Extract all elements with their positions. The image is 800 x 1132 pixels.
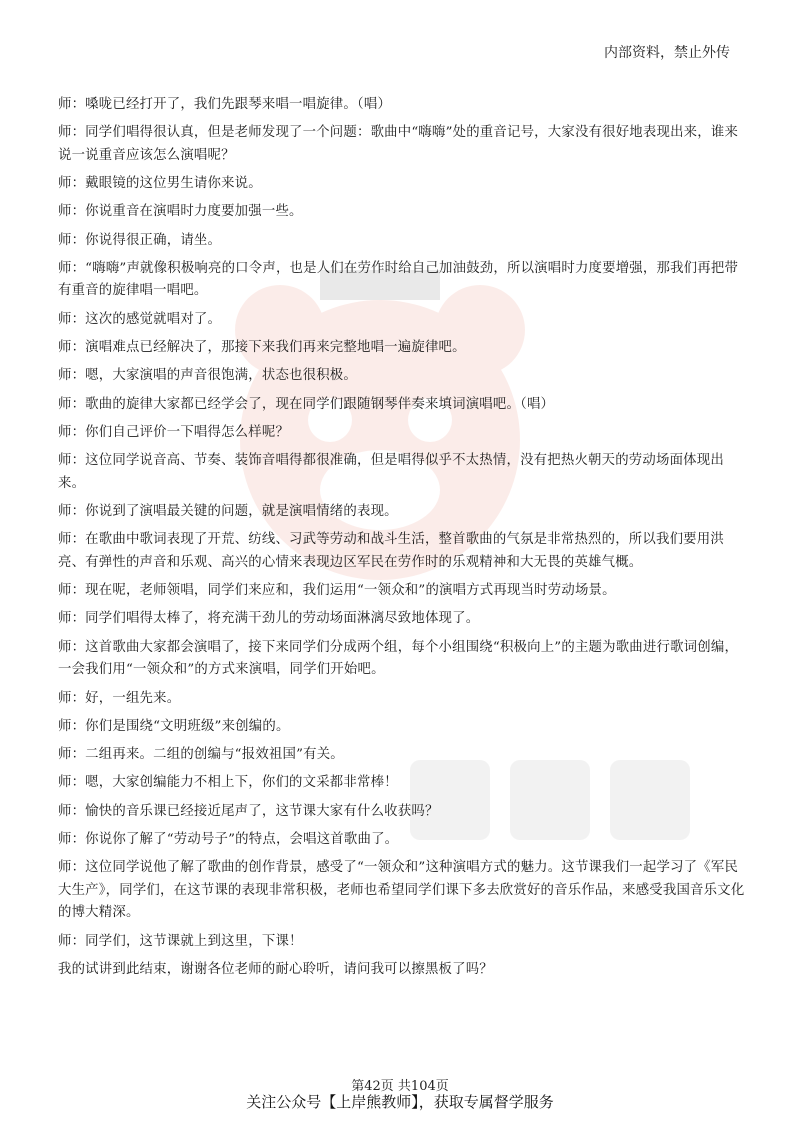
transcript-line: 师：你们自己评价一下唱得怎么样呢？ [58, 424, 290, 440]
transcript-line: 师：嗓咙已经打开了，我们先跟琴来唱一唱旋律。（唱） [58, 97, 392, 112]
promo-text: 关注公众号【上岸熊教师】，获取专属督学服务 [246, 1093, 554, 1111]
transcript-body [58, 94, 748, 987]
transcript-line: 师：你说重音在演唱时力度要加强一些。 [58, 204, 303, 220]
transcript-line: 师：你说到了演唱最关键的问题，就是演唱情绪的表现。 [58, 504, 398, 520]
transcript-line: 师：二组再来。二组的创编与“报效祖国”有关。 [58, 747, 344, 763]
transcript-line: 师：这位同学说他了解了歌曲的创作背景，感受了“一领众和”这种演唱方式的魅力。这节课我们一起学习了《军民大生产》，同学们，在这节课的表现非常积极，老师也希望同学们课下多去欣赏好的音乐作品，来感受我国音乐文化的博大精深。 [58, 860, 745, 921]
transcript-line: 师：你说你了解了“劳动号子”的特点，会唱这首歌曲了。 [58, 832, 399, 848]
transcript-line: 师：这位同学说音高、节奏、装饰音唱得都很准确，但是唱得似乎不太热情，没有把热火朝天的劳动场面体现出来。 [58, 453, 724, 491]
transcript-line: 师：你们是围绕“文明班级”来创编的。 [58, 718, 290, 734]
transcript-line: 师：在歌曲中歌词表现了开荒、纺线、习武等劳动和战斗生活，整首歌曲的气氛是非常热烈的，所以我们要用洪亮、有弹性的声音和乐观、高兴的心情来表现边区军民在劳作时的乐观精神和大无畏的英雄气概。 [58, 532, 724, 570]
transcript-line: 师：戴眼镜的这位男生请你来说。 [58, 176, 262, 192]
transcript-line: 师：“嗨嗨”声就像积极响亮的口令声，也是人们在劳作时给自己加油鼓劲，所以演唱时力度要增强，那我们再把带有重音的旋律唱一唱吧。 [58, 260, 739, 299]
transcript-line: 师：你说得很正确，请坐。 [58, 232, 222, 248]
page-number: 第42页 共104页 [351, 1079, 449, 1094]
transcript-line: 师：嗯，大家演唱的声音很饱满，状态也很积极。 [58, 368, 357, 384]
transcript-line: 师：愉快的音乐课已经接近尾声了，这节课大家有什么收获吗？ [58, 803, 439, 819]
transcript-line: 师：歌曲的旋律大家都已经学会了，现在同学们跟随钢琴伴奏来填词演唱吧。（唱） [58, 396, 555, 412]
confidential-note: 内部资料，禁止外传 [604, 45, 730, 61]
transcript-line: 师：这次的感觉就唱对了。 [58, 311, 222, 327]
transcript-line: 师：好，一组先来。 [58, 690, 181, 706]
transcript-line: 师：同学们唱得很认真，但是老师发现了一个问题：歌曲中“嗨嗨”处的重音记号，大家没有很好地表现出来，谁来说一说重音应该怎么演唱呢？ [58, 125, 739, 163]
transcript-line: 我的试讲到此结束，谢谢各位老师的耐心聆听，请问我可以擦黑板了吗？ [58, 961, 493, 977]
transcript-line: 师：同学们，这节课就上到这里，下课！ [58, 933, 303, 949]
transcript-line: 师：同学们唱得太棒了，将充满干劲儿的劳动场面淋漓尽致地体现了。 [58, 611, 480, 627]
transcript-line: 师：嗯，大家创编能力不相上下，你们的文采都非常棒！ [58, 775, 398, 791]
transcript-line: 师：现在呢，老师领唱，同学们来应和，我们运用“一领众和”的演唱方式再现当时劳动场景。 [58, 583, 616, 599]
transcript-line: 师：演唱难点已经解决了，那接下来我们再来完整地唱一遍旋律吧。 [58, 340, 466, 356]
transcript-line: 师：这首歌曲大家都会演唱了，接下来同学们分成两个组，每个小组围绕“积极向上”的主题为歌曲进行歌词创编，一会我们用“一领众和”的方式来演唱，同学们开始吧。 [58, 639, 739, 678]
